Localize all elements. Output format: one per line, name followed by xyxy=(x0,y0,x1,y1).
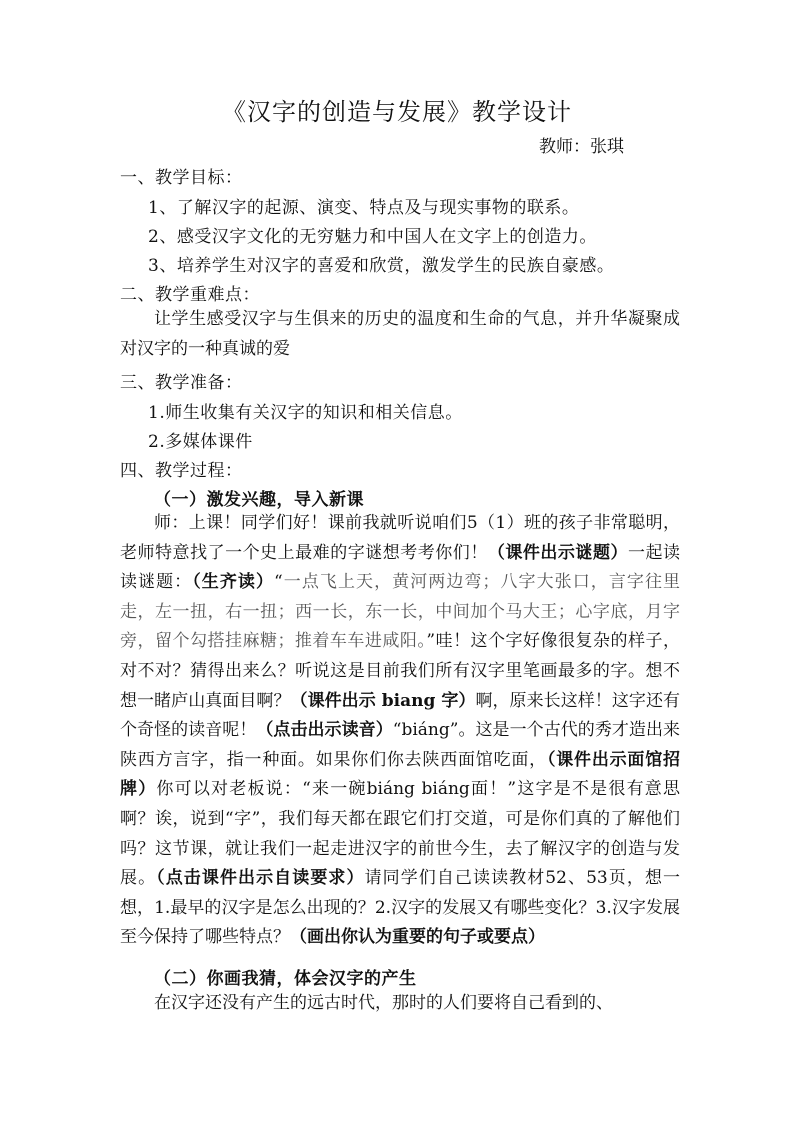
section-heading-keypoints: 二、教学重难点： xyxy=(120,285,260,305)
para-text: 啊，原来长这样！这字还有个奇怪的读音呢！ xyxy=(120,690,681,741)
para-text: 在汉字还没有产生的远古时代，那时的人们要将自己看到的、 xyxy=(154,993,613,1013)
para-text: 你可以对老板说：“来一碗biáng biáng面！”这字是不是很有意思啊？诶，说到“字”，我们每天都在跟它们打交道，可是你们真的了解他们吗？这节课，就让我们一起走进汉字的前世今生，去了解汉字的创造与发展。 xyxy=(120,779,681,889)
para-text: “ xyxy=(274,572,283,593)
riddle-text: 一点飞上天，黄河两边弯；八字大张口，言字往里走，左一扭，右一扭；西一长，东一长，中间加个马大王；心字底，月字旁，留个勾搭挂麻糖；推着车车进咸阳。 xyxy=(120,572,681,652)
para-text: ”哇！这个字好像很复杂的样子，对不对？猜得出来么？听说这是目前我们所有汉字里笔画最多的字。想不想一睹庐山真面目啊？ xyxy=(120,631,680,711)
para-text: 师：上课！同学们好！课前我就听说咱们5（1）班的孩子非常聪明，老师特意找了一个史上最难的字谜想考考你们！ xyxy=(120,513,680,563)
section-heading-goals: 一、教学目标： xyxy=(120,168,243,188)
para-bold: （点击课件出示自读要求） xyxy=(156,868,365,889)
goal-item-2: 2、感受汉字文化的无穷魅力和中国人在文字上的创造力。 xyxy=(148,227,597,247)
step2-paragraph xyxy=(120,989,680,1019)
section-heading-preparation: 三、教学准备： xyxy=(120,373,243,393)
prep-item-2: 2.多媒体课件 xyxy=(148,432,253,452)
author-line: 教师：张琪 xyxy=(539,137,624,157)
page-title: 《汉字的创造与发展》教学设计 xyxy=(222,98,572,126)
para-text: 请同学们自己读读教材52、53页，想一想，1.最早的汉字是怎么出现的？2.汉字的发展又有哪些变化？3.汉字发展至今保持了哪些特点？ xyxy=(120,868,681,948)
para-bold: （课件出示面馆招牌） xyxy=(120,749,681,800)
para-bold: （生齐读） xyxy=(192,572,275,593)
prep-item-1: 1.师生收集有关汉字的知识和相关信息。 xyxy=(148,403,463,423)
para-bold: （课件出示谜题） xyxy=(487,542,628,563)
para-bold: （课件出示 biang 字） xyxy=(290,690,476,711)
para-bold: （画出你认为重要的句子或要点） xyxy=(290,927,545,948)
step1-paragraph xyxy=(120,509,680,953)
para-text: 一起读读谜题： xyxy=(120,542,681,593)
para-bold: （点击出示读音） xyxy=(256,720,393,741)
goal-item-1: 1、了解汉字的起源、演变、特点及与现实事物的联系。 xyxy=(148,198,580,218)
section-heading-process: 四、教学过程： xyxy=(120,461,243,481)
goal-item-3: 3、培养学生对汉字的喜爱和欣赏，激发学生的民族自豪感。 xyxy=(148,256,615,276)
keypoint-paragraph: 让学生感受汉字与生俱来的历史的温度和生命的气息，并升华凝聚成对汉字的一种真诚的爱 xyxy=(120,309,680,359)
step2-heading: （二）你画我猜，体会汉字的产生 xyxy=(154,969,417,989)
step1-heading: （一）激发兴趣，导入新课 xyxy=(154,490,364,510)
para-text: “biáng”。这是一个古代的秀才造出来陕西方言字，指一种面。如果你们你去陕西面馆吃面， xyxy=(120,720,681,770)
